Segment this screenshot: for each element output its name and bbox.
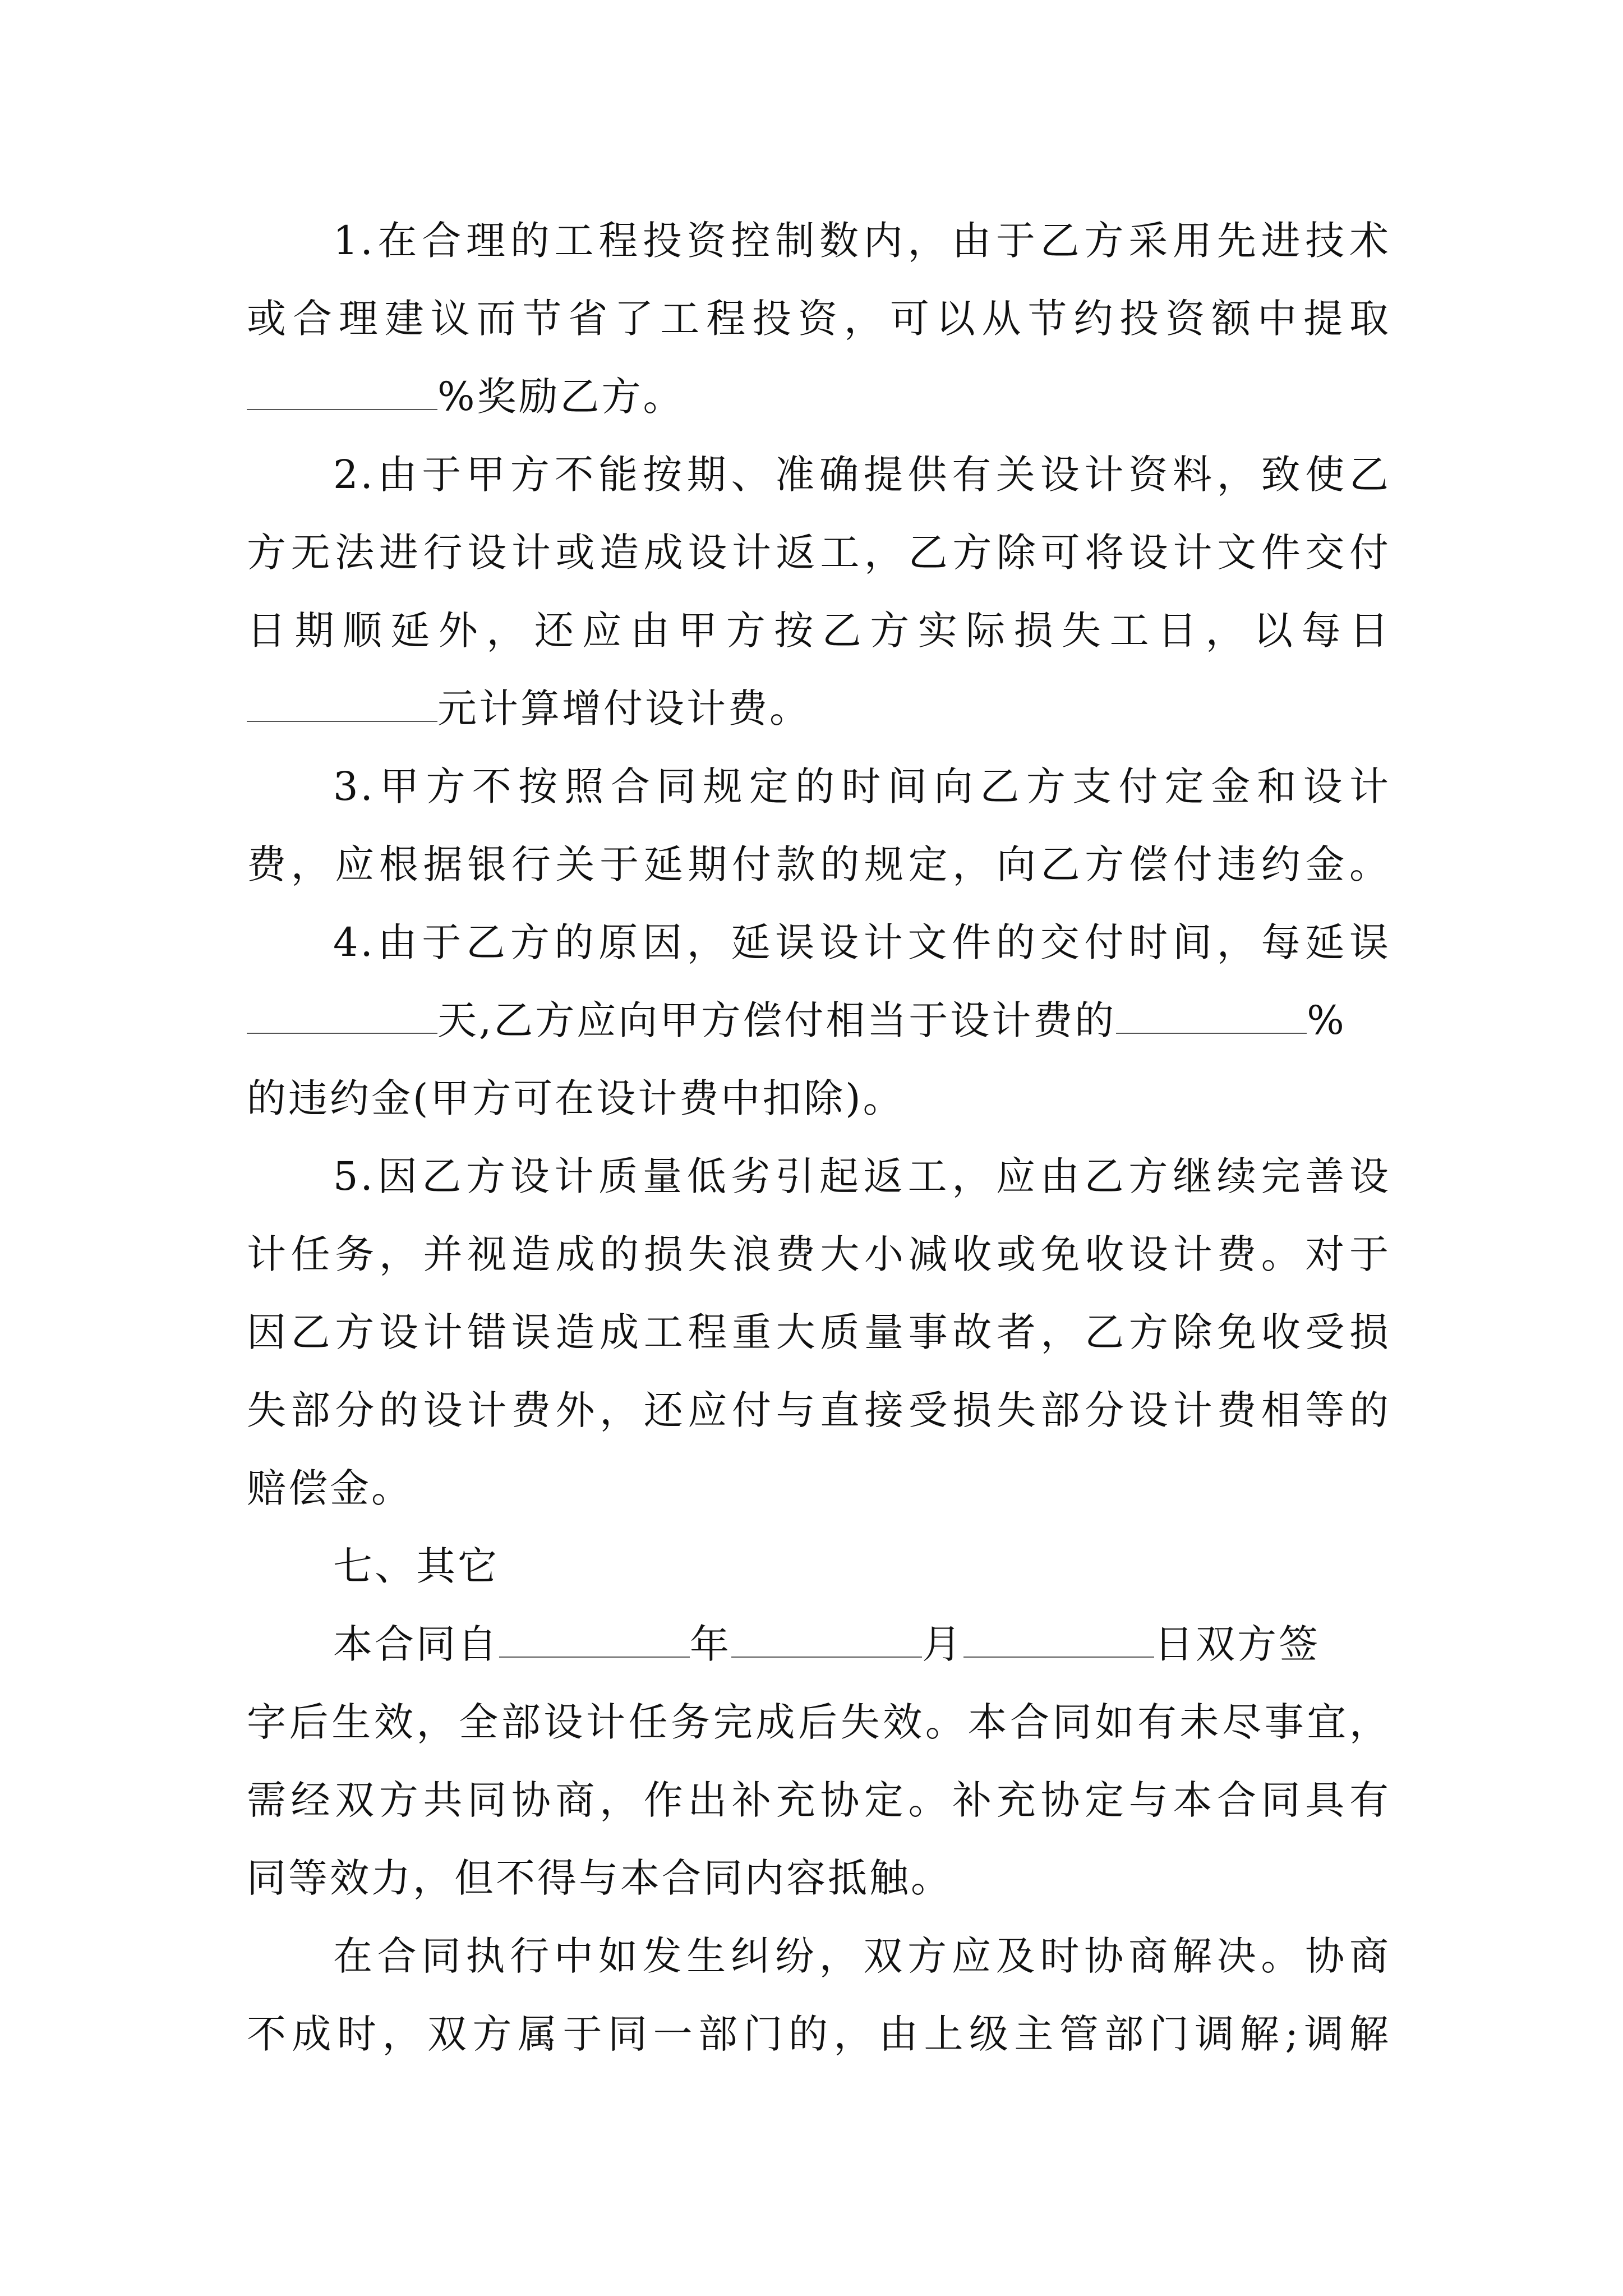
- fill-in-blank: [247, 1001, 437, 1034]
- text-segment: 方无法进行设计或造成设计返工，乙方除可将设计文件交付: [247, 530, 1391, 576]
- text-segment: 天,乙方应向甲方偿付相当于设计费的: [437, 997, 1117, 1043]
- text-line: [247, 1839, 1391, 1917]
- text-segment: %: [1307, 997, 1347, 1043]
- text-line: [247, 1917, 1391, 1995]
- text-segment: 1.在合理的工程投资控制数内，由于乙方采用先进技术: [333, 218, 1391, 264]
- text-line: [247, 1605, 1391, 1683]
- fill-in-blank: [731, 1625, 922, 1658]
- text-segment: 计任务，并视造成的损失浪费大小减收或免收设计费。对于: [247, 1231, 1391, 1277]
- text-segment: 字后生效，全部设计任务完成后失效。本合同如有未尽事宜，: [247, 1699, 1391, 1745]
- text-segment: 失部分的设计费外，还应付与直接受损失部分设计费相等的: [247, 1387, 1391, 1433]
- text-line: [247, 670, 1391, 748]
- text-line: [247, 1060, 1391, 1138]
- document-page: [247, 202, 1391, 2073]
- fill-in-blank: [247, 689, 437, 722]
- text-segment: 在合同执行中如发生纠纷，双方应及时协商解决。协商: [333, 1933, 1391, 1979]
- text-segment: 赔偿金。: [247, 1465, 413, 1511]
- text-segment: 日双方签: [1154, 1621, 1320, 1667]
- text-segment: 或合理建议而节省了工程投资，可以从节约投资额中提取: [247, 296, 1391, 342]
- fill-in-blank: [1116, 1001, 1307, 1034]
- text-line: [247, 592, 1391, 670]
- text-segment: 4.由于乙方的原因，延误设计文件的交付时间，每延误: [333, 919, 1391, 965]
- text-line: [247, 1372, 1391, 1450]
- text-segment: 本合同自: [333, 1621, 499, 1667]
- text-segment: 年: [690, 1621, 731, 1667]
- text-segment: 同等效力，但不得与本合同内容抵触。: [247, 1855, 952, 1901]
- text-line: [247, 1527, 1391, 1605]
- text-line: [247, 436, 1391, 514]
- text-line: [247, 280, 1391, 358]
- text-line: [247, 904, 1391, 982]
- text-line: [247, 1138, 1391, 1216]
- text-segment: 需经双方共同协商，作出补充协定。补充协定与本合同具有: [247, 1777, 1391, 1823]
- text-line: [247, 1294, 1391, 1372]
- text-segment: 5.因乙方设计质量低劣引起返工，应由乙方继续完善设: [333, 1153, 1391, 1199]
- text-segment: 元计算增付设计费。: [437, 685, 811, 731]
- text-line: [247, 748, 1391, 826]
- text-segment: 费，应根据银行关于延期付款的规定，向乙方偿付违约金。: [247, 841, 1391, 887]
- text-segment: 月: [922, 1621, 963, 1667]
- text-segment: 日期顺延外，还应由甲方按乙方实际损失工日，以每日: [247, 608, 1391, 654]
- text-line: [247, 1450, 1391, 1527]
- text-segment: 3.甲方不按照合同规定的时间向乙方支付定金和设计: [333, 763, 1391, 809]
- text-line: [247, 982, 1391, 1060]
- fill-in-blank: [247, 378, 437, 410]
- text-line: [247, 358, 1391, 436]
- text-segment: 因乙方设计错误造成工程重大质量事故者，乙方除免收受损: [247, 1309, 1391, 1355]
- text-segment: 2.由于甲方不能按期、准确提供有关设计资料，致使乙: [333, 452, 1391, 498]
- text-line: [247, 1761, 1391, 1839]
- fill-in-blank: [963, 1625, 1154, 1658]
- text-line: [247, 1683, 1391, 1761]
- text-line: [247, 1216, 1391, 1294]
- text-segment: %奖励乙方。: [437, 374, 685, 420]
- text-line: [247, 514, 1391, 592]
- text-line: [247, 1995, 1391, 2073]
- text-segment: 不成时，双方属于同一部门的，由上级主管部门调解;调解: [247, 2011, 1391, 2057]
- text-line: [247, 202, 1391, 280]
- text-line: [247, 826, 1391, 904]
- fill-in-blank: [499, 1625, 690, 1658]
- text-segment: 七、其它: [333, 1543, 499, 1589]
- text-segment: 的违约金(甲方可在设计费中扣除)。: [247, 1075, 905, 1121]
